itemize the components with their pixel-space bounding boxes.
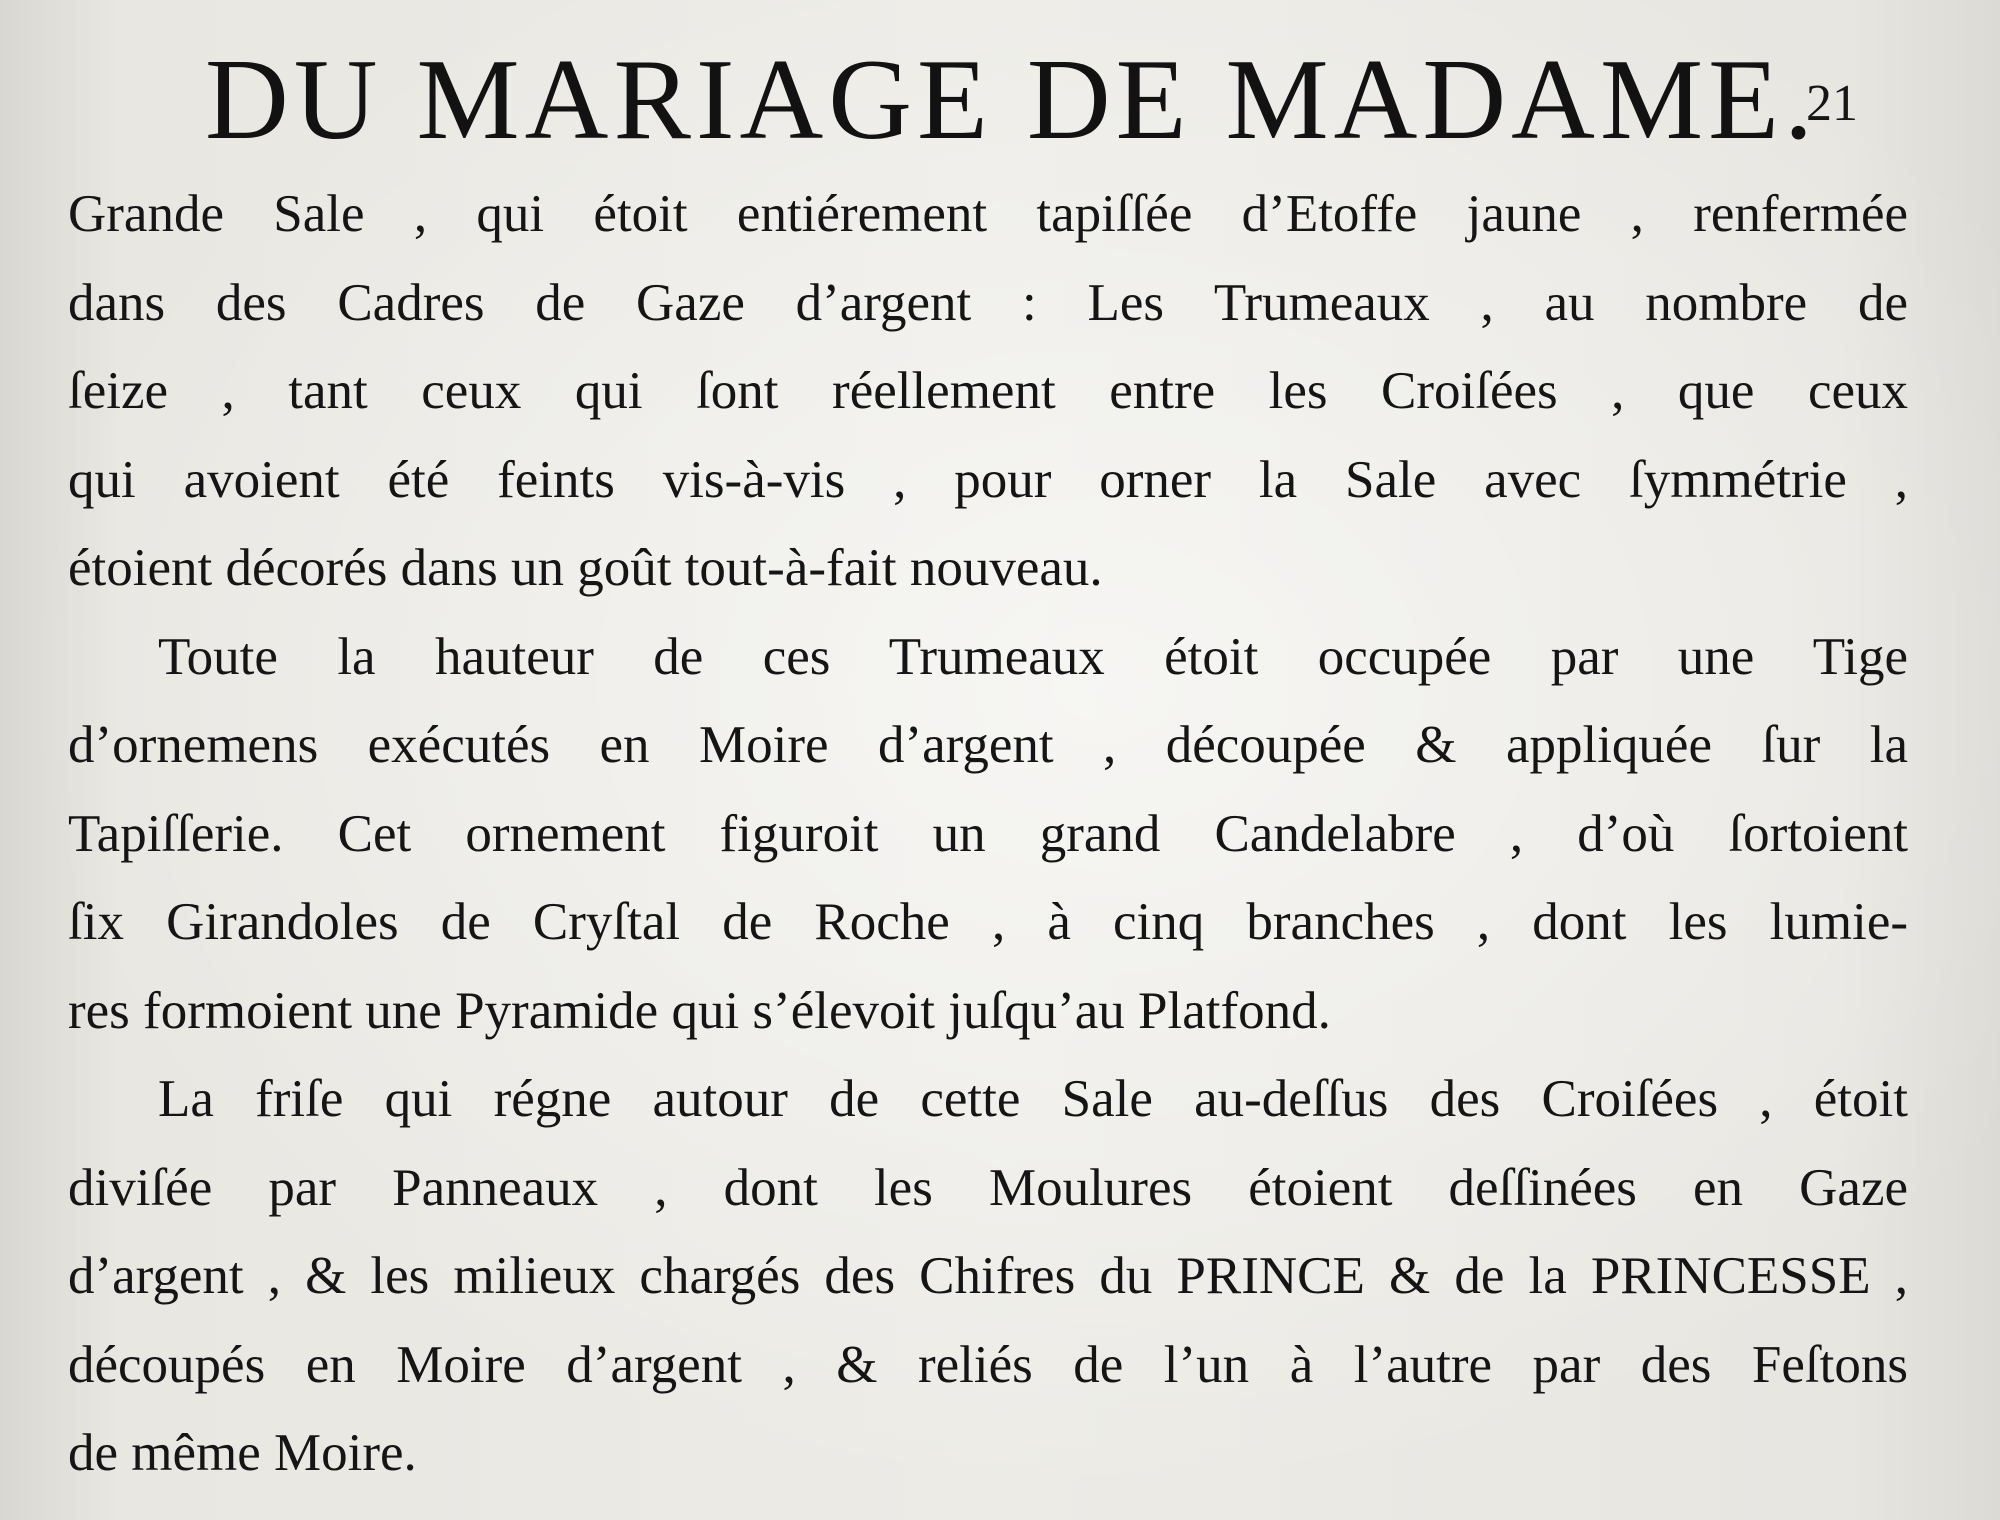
paragraph-1 [68,170,1908,613]
text-line: d’argent , & les milieux chargés des Chifres du PRINCE & de la PRINCESSE , [68,1247,1908,1305]
text-line: qui avoient été feints vis-à-vis , pour orner la Sale avec ſymmétrie , [68,450,1908,509]
text-line: res formoient une Pyramide qui s’élevoit juſqu’au Platfond. [68,981,1331,1040]
paragraph-3 [68,1055,1908,1498]
text-line: La friſe qui régne autour de cette Sale au-deſſus des Croiſées , étoit [158,1070,1908,1128]
text-line: de même Moire. [68,1424,417,1482]
paragraph-2 [68,613,1908,1056]
text-line: diviſée par Panneaux , dont les Moulures étoient deſſinées en Gaze [68,1158,1908,1217]
page-header [0,36,2000,164]
text-line: Toute la hauteur de ces Trumeaux étoit occupée par une Tige [158,627,1908,686]
text-line: ſeize , tant ceux qui ſont réellement entre les Croiſées , que ceux [68,362,1908,420]
text-line: découpés en Moire d’argent , & reliés de l’un à l’autre par des Feſtons [68,1335,1908,1394]
page-number: 21 [1806,75,1858,132]
text-line: ſix Girandoles de Cryſtal de Roche , à cinq branches , dont les lumie- [68,893,1908,951]
running-title: DU MARIAGE DE MADAME. [205,36,1818,164]
text-line: Grande Sale , qui étoit entiérement tapiſſée d’Etoffe jaune , renfermée [68,185,1908,243]
text-body [68,170,1908,1498]
text-line: d’ornemens exécutés en Moire d’argent , découpée & appliquée ſur la [68,716,1908,774]
text-line: dans des Cadres de Gaze d’argent : Les Trumeaux , au nombre de [68,273,1908,332]
text-line: Tapiſſerie. Cet ornement figuroit un grand Candelabre , d’où ſortoient [68,804,1908,863]
text-line: étoient décorés dans un goût tout-à-fait nouveau. [68,539,1103,597]
